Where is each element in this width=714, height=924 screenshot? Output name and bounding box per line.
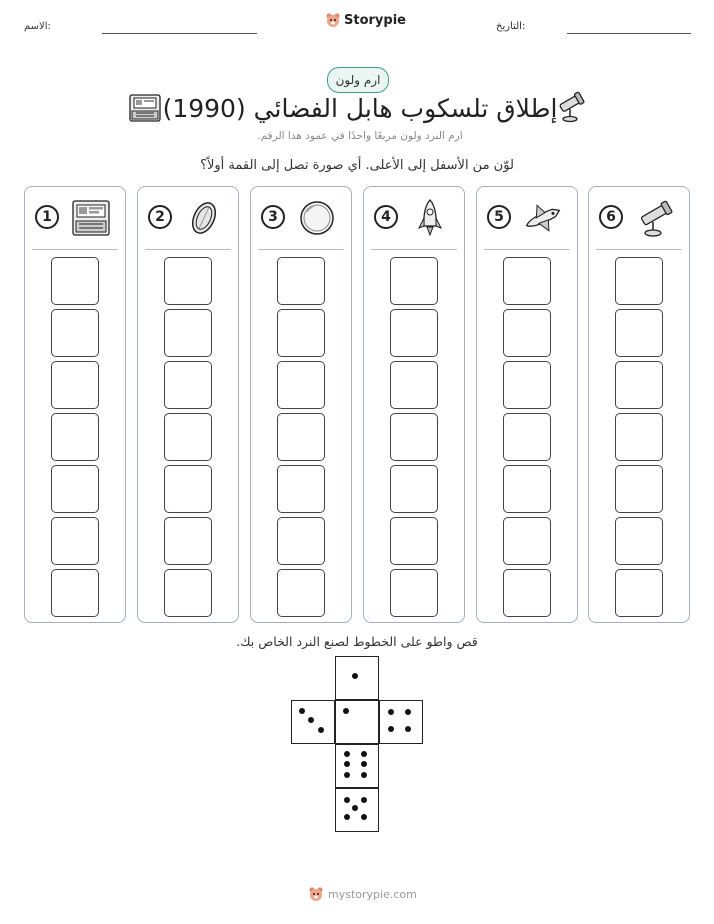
- color-square[interactable]: [615, 309, 663, 357]
- die-pip: [361, 761, 367, 767]
- telescope-icon: [633, 198, 677, 238]
- color-square[interactable]: [164, 465, 212, 513]
- color-square[interactable]: [51, 517, 99, 565]
- column-divider: [32, 249, 118, 250]
- color-square[interactable]: [277, 257, 325, 305]
- name-label: الاسم:: [24, 21, 51, 32]
- die-pip: [361, 751, 367, 757]
- color-square[interactable]: [51, 361, 99, 409]
- die-pip: [344, 761, 350, 767]
- die-face-four: [379, 700, 423, 744]
- page-subtitle: ارم النرد ولون مربعًا واحدًا في عمود هذا الرقم.: [257, 130, 463, 142]
- column-divider: [596, 249, 682, 250]
- page-title: إطلاق تلسكوب هابل الفضائي (1990): [162, 94, 558, 123]
- date-line: [567, 33, 691, 34]
- color-square[interactable]: [164, 517, 212, 565]
- column-5: [476, 186, 578, 623]
- column-divider: [258, 249, 344, 250]
- telescope-title-icon: [556, 91, 586, 123]
- column-6: [588, 186, 690, 623]
- cut-instruction: قص واطو على الخطوط لصنع النرد الخاص بك.: [236, 634, 478, 649]
- die-pip: [344, 814, 350, 820]
- color-square[interactable]: [277, 361, 325, 409]
- column-number: 2: [148, 205, 172, 229]
- color-square[interactable]: [503, 361, 551, 409]
- die-pip: [318, 727, 324, 733]
- die-pip: [299, 708, 305, 714]
- color-square[interactable]: [164, 413, 212, 461]
- bear-logo-icon: [308, 886, 324, 902]
- color-square[interactable]: [615, 413, 663, 461]
- die-pip: [388, 709, 394, 715]
- color-square[interactable]: [277, 517, 325, 565]
- die-face-five: [335, 788, 379, 832]
- color-square[interactable]: [503, 569, 551, 617]
- color-square[interactable]: [277, 309, 325, 357]
- color-square[interactable]: [164, 257, 212, 305]
- color-square[interactable]: [390, 361, 438, 409]
- color-square[interactable]: [615, 257, 663, 305]
- coin-icon: [182, 198, 226, 238]
- column-divider: [371, 249, 457, 250]
- color-square[interactable]: [390, 309, 438, 357]
- die-pip: [361, 797, 367, 803]
- column-divider: [145, 249, 231, 250]
- color-square[interactable]: [615, 465, 663, 513]
- column-number: 6: [599, 205, 623, 229]
- die-pip: [352, 673, 358, 679]
- die-pip: [343, 708, 349, 714]
- name-line: [102, 33, 257, 34]
- die-pip: [388, 726, 394, 732]
- die-pip: [361, 814, 367, 820]
- color-square[interactable]: [51, 309, 99, 357]
- bear-logo-icon: [325, 12, 341, 28]
- column-2: [137, 186, 239, 623]
- footer: [308, 886, 417, 902]
- die-pip: [405, 726, 411, 732]
- color-square[interactable]: [51, 257, 99, 305]
- rocket-icon: [408, 198, 452, 238]
- color-square[interactable]: [390, 517, 438, 565]
- color-square[interactable]: [503, 517, 551, 565]
- column-4: [363, 186, 465, 623]
- color-square[interactable]: [390, 257, 438, 305]
- color-square[interactable]: [164, 361, 212, 409]
- color-square[interactable]: [503, 257, 551, 305]
- die-pip: [361, 772, 367, 778]
- die-face-one: [335, 656, 379, 700]
- color-square[interactable]: [51, 569, 99, 617]
- column-number: 1: [35, 205, 59, 229]
- color-square[interactable]: [277, 465, 325, 513]
- color-square[interactable]: [277, 413, 325, 461]
- brand-logo: [325, 12, 406, 28]
- column-number: 4: [374, 205, 398, 229]
- footer-site[interactable]: mystorypie.com: [328, 887, 417, 901]
- die-pip: [344, 797, 350, 803]
- color-square[interactable]: [390, 413, 438, 461]
- color-square[interactable]: [615, 361, 663, 409]
- brand-name: Storypie: [344, 12, 406, 28]
- color-square[interactable]: [503, 465, 551, 513]
- space-shuttle-icon: [521, 198, 565, 238]
- die-pip: [344, 751, 350, 757]
- instruction-text: لوّن من الأسفل إلى الأعلى. أي صورة تصل إلى القمة أولاً؟: [200, 158, 514, 173]
- die-face-three: [291, 700, 335, 744]
- color-square[interactable]: [503, 309, 551, 357]
- color-square[interactable]: [503, 413, 551, 461]
- die-face-one-center: [335, 700, 379, 744]
- lens-icon: [295, 198, 339, 238]
- activity-badge: ارم ولون: [327, 67, 389, 93]
- color-square[interactable]: [164, 569, 212, 617]
- column-3: [250, 186, 352, 623]
- color-square[interactable]: [277, 569, 325, 617]
- column-1: [24, 186, 126, 623]
- color-square[interactable]: [615, 569, 663, 617]
- date-label: التاريخ:: [496, 21, 526, 32]
- column-number: 3: [261, 205, 285, 229]
- die-pip: [352, 805, 358, 811]
- color-square[interactable]: [390, 569, 438, 617]
- die-face-six: [335, 744, 379, 788]
- die-pip: [308, 717, 314, 723]
- die-pip: [344, 772, 350, 778]
- computer-console-icon: [69, 198, 113, 238]
- color-square[interactable]: [615, 517, 663, 565]
- color-square[interactable]: [51, 465, 99, 513]
- color-square[interactable]: [390, 465, 438, 513]
- column-number: 5: [487, 205, 511, 229]
- column-divider: [484, 249, 570, 250]
- color-square[interactable]: [164, 309, 212, 357]
- color-square[interactable]: [51, 413, 99, 461]
- die-pip: [405, 709, 411, 715]
